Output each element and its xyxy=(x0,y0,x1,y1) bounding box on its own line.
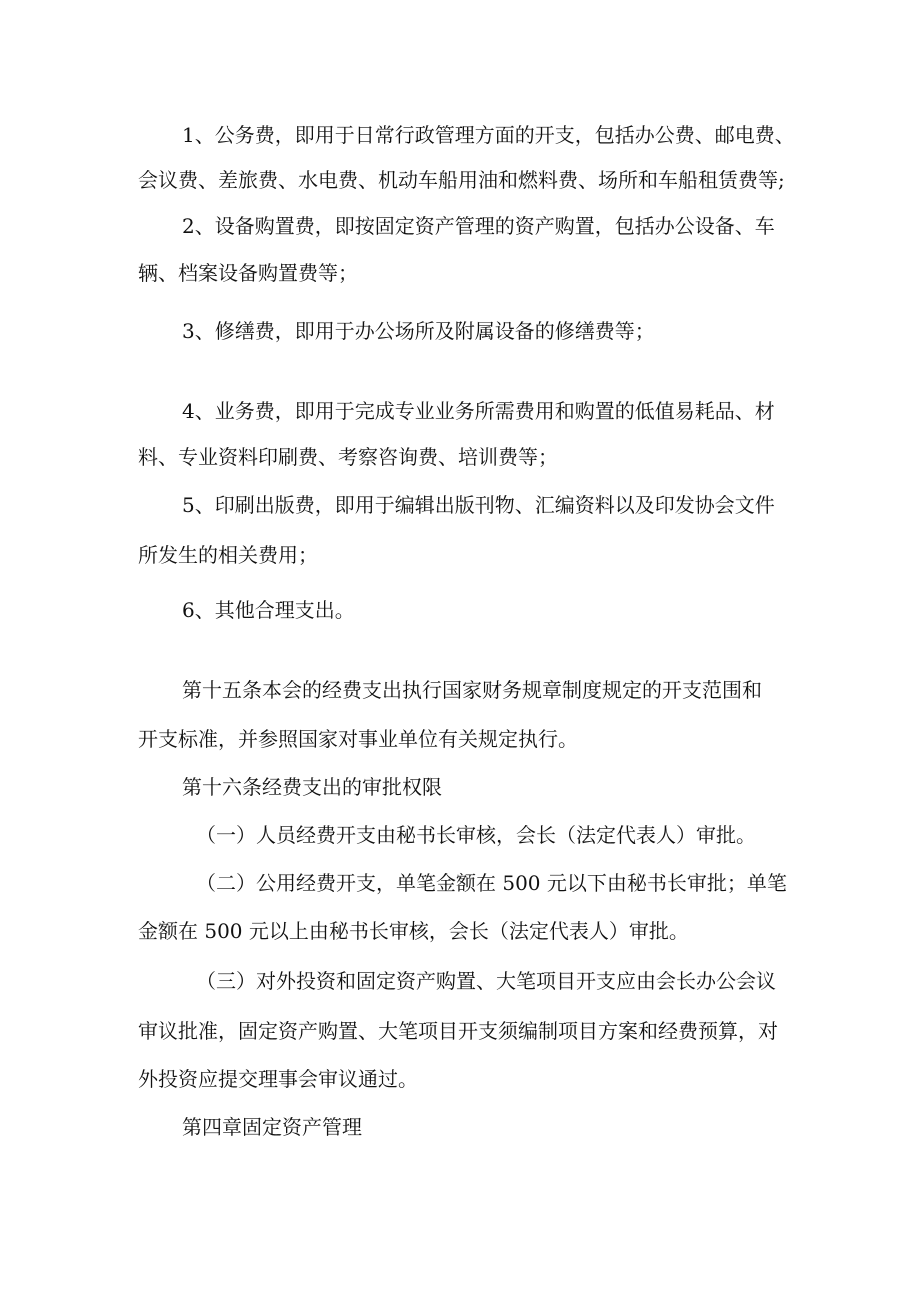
item1-line1: 1、公务费，即用于日常行政管理方面的开支，包括办公费、邮电费、 xyxy=(182,123,795,147)
item3-line1: 3、修缮费，即用于办公场所及附属设备的修缮费等； xyxy=(182,319,655,343)
item2-line1: 2、设备购置费，即按固定资产管理的资产购置，包括办公设备、车 xyxy=(182,214,775,238)
article15-line1: 第十五条本会的经费支出执行国家财务规章制度规定的开支范围和 xyxy=(182,678,762,702)
article16-title: 第十六条经费支出的审批权限 xyxy=(182,775,442,799)
article16-clause2-line1: （二）公用经费开支，单笔金额在 500 元以下由秘书长审批；单笔 xyxy=(196,871,787,895)
item1-line2: 会议费、差旅费、水电费、机动车船用油和燃料费、场所和车船租赁费等; xyxy=(138,168,785,192)
item5-line2: 所发生的相关费用； xyxy=(138,543,318,567)
article15-line2: 开支标准，并参照国家对事业单位有关规定执行。 xyxy=(138,727,578,751)
item5-line1: 5、印刷出版费，即用于编辑出版刊物、汇编资料以及印发协会文件 xyxy=(182,493,775,517)
item4-line2: 料、专业资料印刷费、考察咨询费、培训费等； xyxy=(138,445,558,469)
item2-line2: 辆、档案设备购置费等； xyxy=(138,261,358,285)
item6-line1: 6、其他合理支出。 xyxy=(182,598,355,622)
article16-clause1: （一）人员经费开支由秘书长审核，会长（法定代表人）审批。 xyxy=(196,823,756,847)
article16-clause2-line2: 金额在 500 元以上由秘书长审核，会长（法定代表人）审批。 xyxy=(138,919,689,943)
article16-clause3-line1: （三）对外投资和固定资产购置、大笔项目开支应由会长办公会议 xyxy=(196,969,776,993)
item4-line1: 4、业务费，即用于完成专业业务所需费用和购置的低值易耗品、材 xyxy=(182,399,775,423)
article16-clause3-line3: 外投资应提交理事会审议通过。 xyxy=(138,1067,418,1091)
article16-clause3-line2: 审议批准，固定资产购置、大笔项目开支须编制项目方案和经费预算，对 xyxy=(138,1019,778,1043)
chapter4-title: 第四章固定资产管理 xyxy=(182,1115,362,1139)
